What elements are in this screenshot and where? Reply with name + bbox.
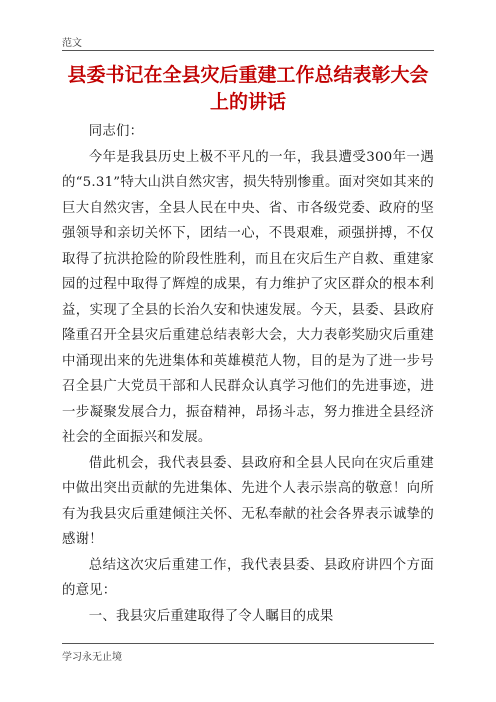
- body-paragraph: 今年是我县历史上极不平凡的一年，我县遭受300年一遇的“5.31”特大山洪自然灾害，损失特别惨重。面对突如其来的巨大自然灾害，全县人民在中央、省、市各级党委、政府的坚强领导和亲切关怀下，团结一心，不畏艰难，顽强拼搏，不仅取得了抗洪抢险的阶段性胜利，而且在灾后生产自救、重建家园的过程中取得了辉煌的成果，有力维护了灾区群众的根本利益，实现了全县的长治久安和快速发展。今天，县委、县政府隆重召开全县灾后重建总结表彰大会，大力表彰奖励灾后重建中涌现出来的先进集体和英雄模范人物，目的是为了进一步号召全县广大党员干部和人民群众认真学习他们的先进事迹，进一步凝聚发展合力，振奋精神，昂扬斗志，努力推进全县经济社会的全面振兴和发展。: [62, 149, 434, 445]
- document-body: [62, 119, 434, 629]
- header-label: 范文: [62, 38, 82, 49]
- body-paragraph: 总结这次灾后重建工作，我代表县委、县政府讲四个方面的意见：: [62, 557, 434, 598]
- greeting-paragraph: 同志们：: [88, 124, 144, 139]
- header-divider: [62, 50, 434, 51]
- section-heading: 一、我县灾后重建取得了令人瞩目的成果: [88, 608, 334, 624]
- document-title: 县委书记在全县灾后重建工作总结表彰大会上的讲话: [67, 64, 429, 113]
- body-paragraph: 借此机会，我代表县委、县政府和全县人民向在灾后重建中做出突出贡献的先进集体、先进个人表示崇高的敬意！向所有为我县灾后重建倾注关怀、无私奉献的社会各界表示诚挚的感谢！: [62, 455, 434, 547]
- footer-divider: [62, 643, 434, 644]
- footer-label: 学习永无止境: [62, 652, 122, 663]
